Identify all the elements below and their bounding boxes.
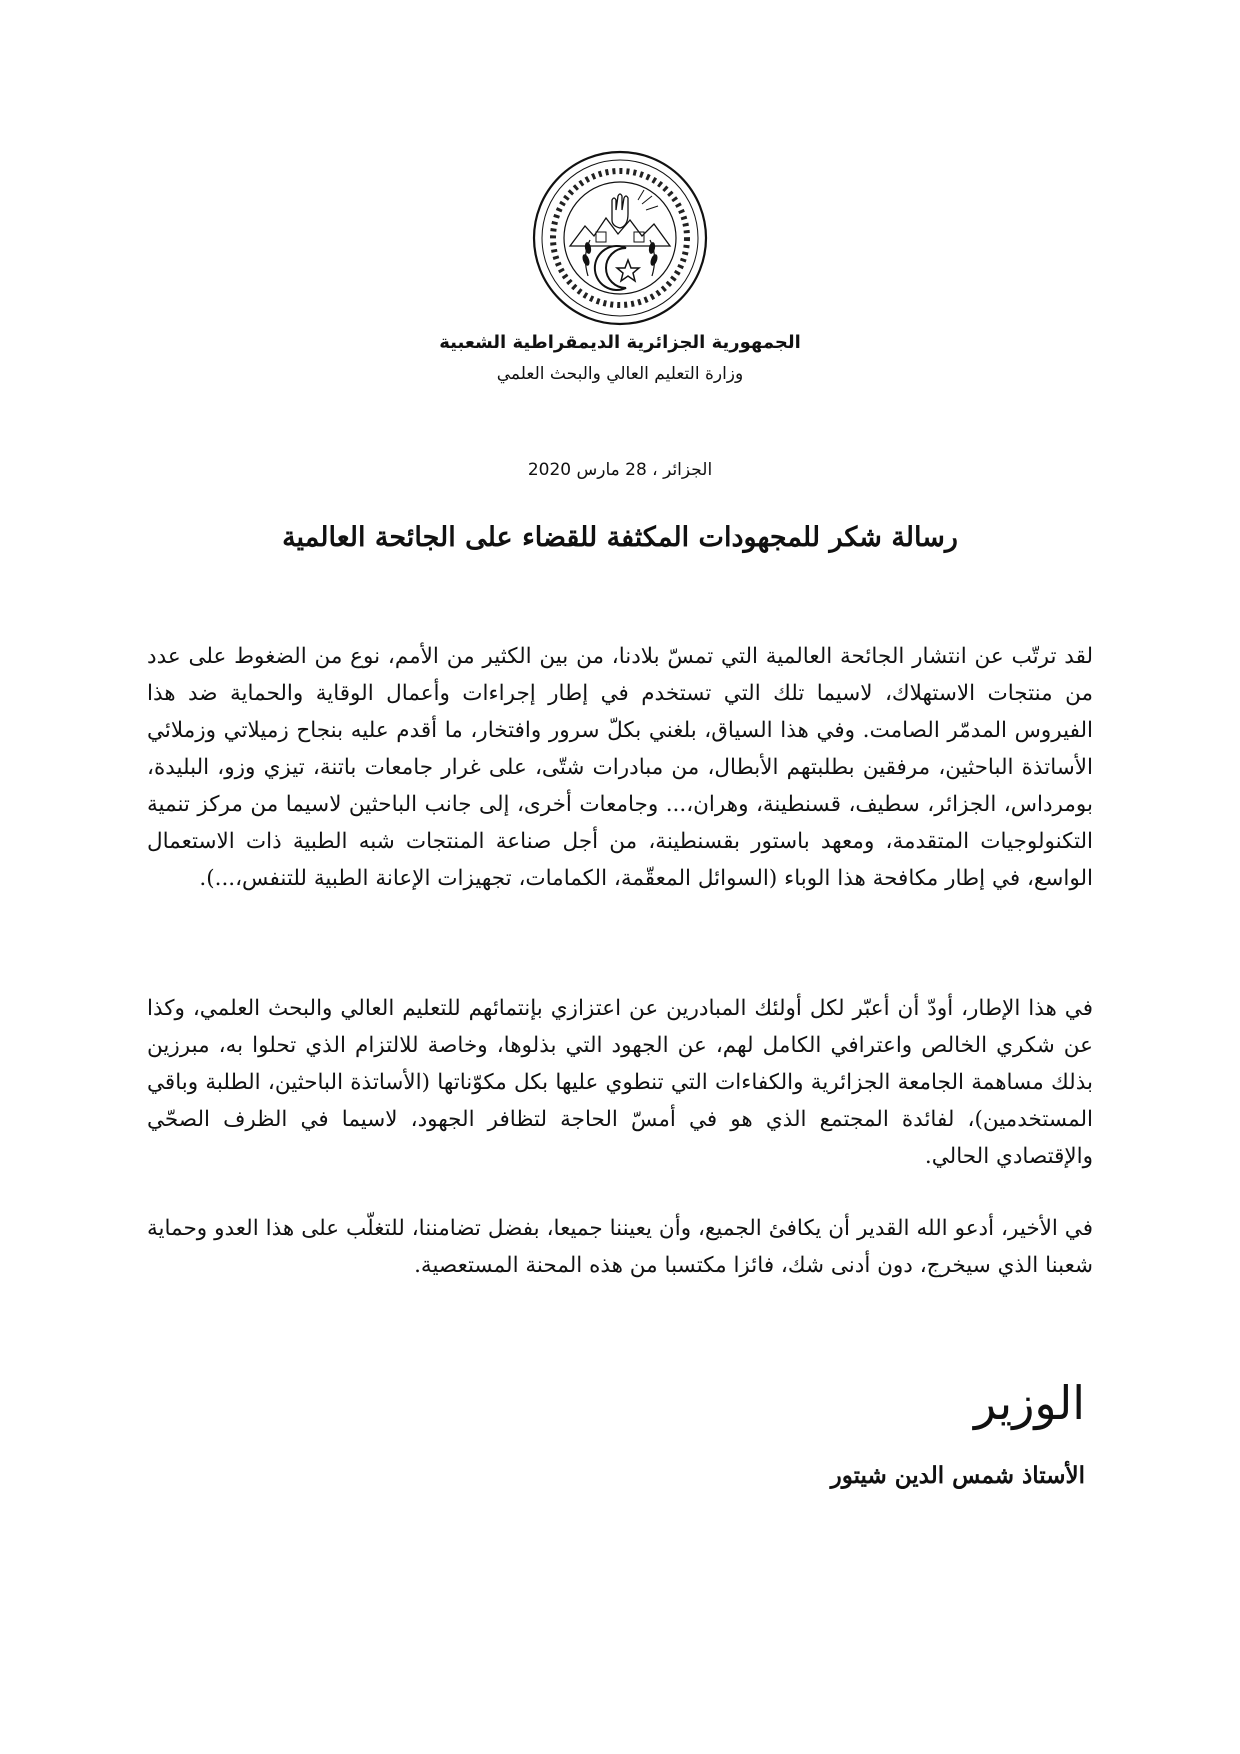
letter-paragraph-2: في هذا الإطار، أودّ أن أعبّر لكل أولئك المبادرين عن اعتزازي بإنتمائهم للتعليم العالي والبحث العلمي، وكذا عن شكري الخالص واعترافي الكامل لهم، عن الجهود التي بذلوها، وخاصة للالتزام الذي تحلوا به، مبرزين بذلك مساهمة الجامعة الجزائرية والكفاءات التي تنطوي عليها بكل مكوّناتها (الأساتذة الباحثين، الطلبة وباقي المستخدمين)، لفائدة المجتمع الذي هو في أمسّ الحاجة لتظافر الجهود، لاسيما في الظرف الصحّي والإقتصادي الحالي.	[147, 996, 1093, 1169]
letter-paragraph-1: لقد ترتّب عن انتشار الجائحة العالمية التي تمسّ بلادنا، من بين الكثير من الأمم، نوع من الضغوط على عدد من منتجات الاستهلاك، لاسيما تلك التي تستخدم في إطار إجراءات وأعمال الوقاية والحماية ضد هذا الفيروس المدمّر الصامت. وفي هذا السياق، بلغني بكلّ سرور وافتخار، ما أقدم عليه بنجاح زميلاتي وزملائي الأساتذة الباحثين، مرفقين بطلبتهم الأبطال، من مبادرات شتّى، على غرار جامعات باتنة، تيزي وزو، البليدة، بومرداس، الجزائر، سطيف، قسنطينة، وهران،... وجامعات أخرى، إلى جانب الباحثين لاسيما من مركز تنمية التكنولوجيات المتقدمة، ومعهد باستور بقسنطينة، من أجل صناعة المنتجات شبه الطبية ذات الاستعمال الواسع، في إطار مكافحة هذا الوباء (السوائل المعقّمة، الكمامات، تجهيزات الإعانة الطبية للتنفس،...).	[147, 644, 1093, 891]
ministry-name: وزارة التعليم العالي والبحث العلمي	[496, 364, 744, 384]
signature-name: الأستاذ شمس الدين شيتور	[830, 1462, 1085, 1489]
letter-title: رسالة شكر للمجهودات المكثفة للقضاء على الجائحة العالمية	[282, 522, 958, 553]
signature-role: الوزير	[974, 1376, 1085, 1430]
algeria-state-seal-icon	[530, 148, 710, 328]
letter-date: الجزائر ، 28 مارس 2020	[527, 460, 713, 480]
letter-paragraph-3: في الأخير، أدعو الله القدير أن يكافئ الجميع، وأن يعيننا جميعا، بفضل تضامننا، للتغلّب على هذا العدو وحماية شعبنا الذي سيخرج، دون أدنى شك، فائزا مكتسبا من هذه المحنة المستعصية.	[147, 1216, 1093, 1278]
republic-name: الجمهورية الجزائرية الديمقراطية الشعبية	[439, 332, 801, 353]
